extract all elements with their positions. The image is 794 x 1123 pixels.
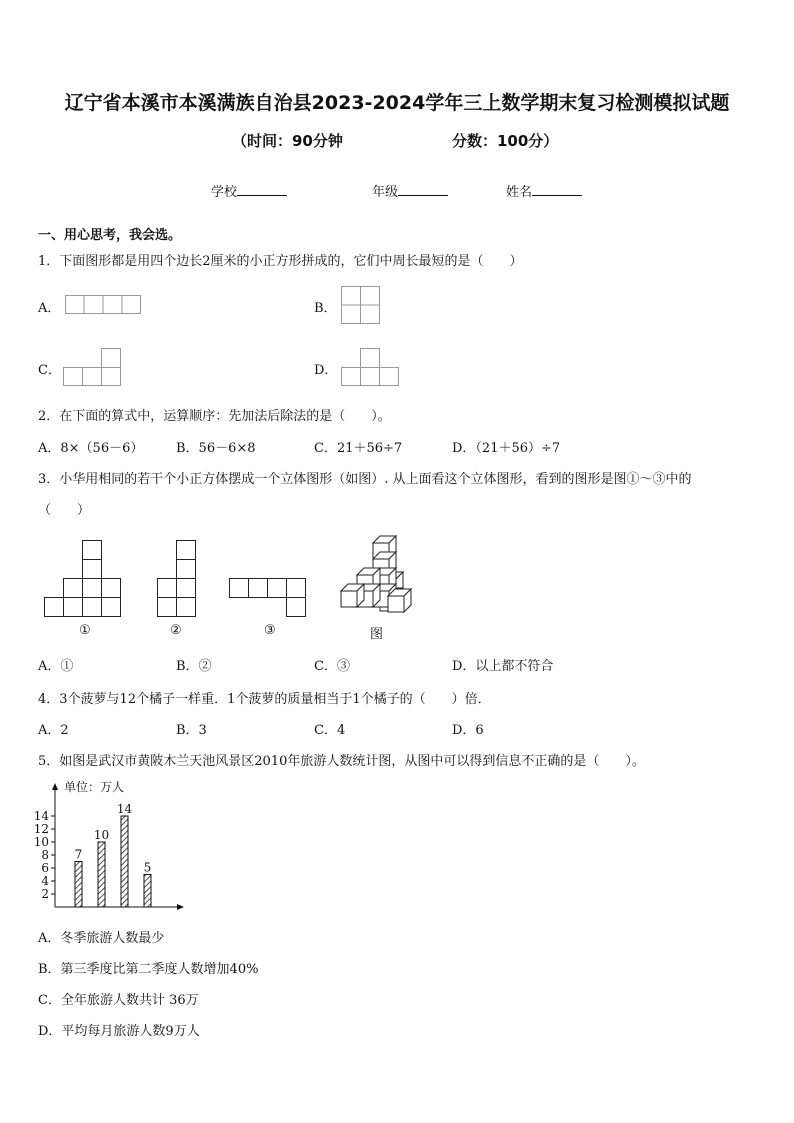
chart-y-axis-arrow: [52, 783, 58, 790]
question-4-text: 4．3个菠萝与12个橘子一样重．1个菠萝的质量相当于1个橘子的（ ）倍．: [38, 692, 491, 707]
exam-time: （时间：90分钟: [232, 132, 343, 150]
grade-label: 年级: [372, 185, 399, 200]
q2-option-c: C．21＋56÷7: [314, 441, 403, 456]
q3-option-a: A．①: [38, 659, 74, 674]
chart-bar-value-label: 10: [93, 828, 110, 842]
q4-option-c: C．4: [314, 723, 346, 738]
name-field: [506, 181, 582, 200]
chart-y-tick-label: 12: [33, 822, 49, 836]
chart-bar: [98, 842, 105, 907]
q3-caption-fig: 图: [370, 627, 384, 642]
chart-y-tick-label: 2: [41, 887, 49, 901]
q1-option-c-label: C．: [38, 363, 61, 378]
question-3-text-line1: 3．小华用相同的若干个小正方体摆成一个立体图形（如图）. 从上面看这个立体图形，看到的图形是图①～③中的: [38, 472, 692, 487]
q2-option-b: B．56－6×8: [176, 441, 256, 456]
chart-y-tick-label: 6: [41, 861, 49, 875]
q3-figure-1: [44, 540, 124, 618]
q3-option-b: B．②: [176, 659, 212, 674]
exam-score: 分数：100分）: [452, 132, 559, 150]
question-5-text: 5．如图是武汉市黄陂木兰天池风景区2010年旅游人数统计图，从图中可以得到信息不正确的是（ ）。: [38, 754, 645, 769]
chart-bar: [75, 862, 82, 908]
q3-figure-3: [229, 578, 307, 618]
q4-option-d: D．6: [452, 723, 484, 738]
school-field: [211, 181, 287, 200]
school-blank[interactable]: [237, 183, 287, 196]
q3-caption-2: ②: [170, 623, 182, 638]
chart-unit-label: 单位：万人: [64, 780, 125, 794]
chart-bar: [144, 875, 151, 908]
q3-3d-figure: [338, 536, 418, 616]
school-label: 学校: [211, 185, 238, 200]
q3-option-d: D．以上都不符合: [452, 659, 554, 674]
q5-option-b: B．第三季度比第二季度人数增加40%: [38, 962, 259, 977]
grade-field: [372, 181, 448, 200]
chart-y-tick-label: 4: [41, 874, 49, 888]
chart-y-tick-label: 10: [33, 835, 49, 849]
name-label: 姓名: [506, 185, 533, 200]
q1-shape-c: [63, 348, 121, 386]
q1-option-a-label: A．: [38, 301, 61, 316]
q1-shape-d: [341, 348, 399, 386]
chart-y-tick-label: 8: [41, 848, 49, 862]
q3-option-c: C．③: [314, 659, 350, 674]
q5-option-a: A．冬季旅游人数最少: [38, 931, 165, 946]
q3-caption-3: ③: [264, 623, 276, 638]
q4-option-a: A．2: [38, 723, 69, 738]
chart-bar: [121, 816, 128, 907]
q3-figure-2: [157, 540, 197, 618]
q5-option-c: C．全年旅游人数共计 36万: [38, 993, 199, 1008]
q2-option-d: D．（21＋56）÷7: [452, 441, 561, 456]
q2-option-a: A．8×（56－6）: [38, 441, 144, 456]
chart-x-axis-arrow: [177, 904, 184, 910]
q1-shape-b: [341, 286, 380, 324]
chart-y-tick-label: 14: [33, 809, 49, 823]
q1-option-b-label: B．: [314, 301, 337, 316]
question-1-text: 1．下面图形都是用四个边长2厘米的小正方形拼成的，它们中周长最短的是（ ）: [38, 254, 523, 269]
question-3-text-line2: （ ）: [38, 503, 91, 518]
page-title: 辽宁省本溪市本溪满族自治县2023-2024学年三上数学期末复习检测模拟试题: [64, 92, 730, 114]
q4-option-b: B．3: [176, 723, 207, 738]
tourism-bar-chart: [30, 775, 190, 915]
chart-bar-value-label: 7: [74, 847, 83, 862]
chart-bar-value-label: 14: [116, 802, 133, 816]
q3-caption-1: ①: [79, 623, 91, 638]
name-blank[interactable]: [532, 183, 582, 196]
q1-shape-a: [65, 295, 141, 314]
section-title: 一、用心思考，我会选。: [38, 228, 182, 243]
q1-option-d-label: D．: [314, 363, 338, 378]
chart-bar-value-label: 5: [143, 860, 152, 875]
grade-blank[interactable]: [398, 183, 448, 196]
q5-option-d: D．平均每月旅游人数9万人: [38, 1024, 200, 1039]
question-2-text: 2．在下面的算式中，运算顺序：先加法后除法的是（ ）。: [38, 409, 391, 424]
